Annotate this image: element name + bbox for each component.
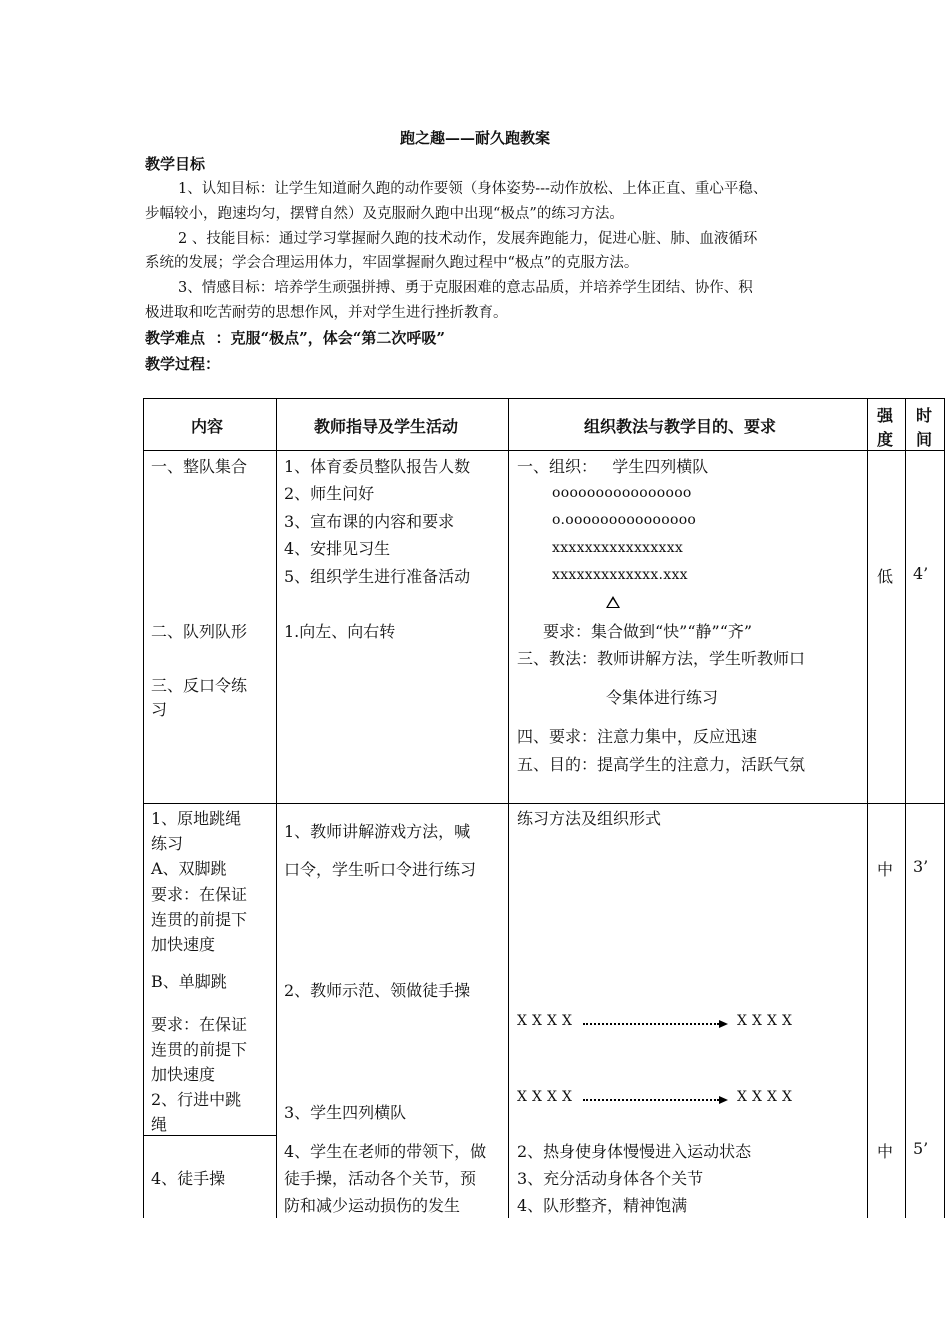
row-divider-2 <box>143 1135 277 1136</box>
row2-activity-1a: 1、教师讲解游戏方法，喊 <box>284 822 471 841</box>
goal1-line2: 步幅较小，跑速均匀，摆臂自然）及克服耐久跑中出现“极点”的练习方法。 <box>145 206 624 222</box>
document-title: 跑之趣——耐久跑教案 <box>399 129 550 147</box>
row3-activity-line: 4、学生在老师的带领下，做 <box>284 1142 487 1161</box>
teacher-triangle-icon <box>606 596 620 608</box>
row-divider-1 <box>143 803 945 804</box>
row1-activity-item: 2、师生问好 <box>284 484 375 503</box>
header-divider <box>143 450 945 451</box>
row3-activity-line: 防和减少运动损伤的发生 <box>284 1196 461 1215</box>
col-divider-2 <box>508 398 509 1218</box>
row2-method-heading: 练习方法及组织形式 <box>517 809 662 828</box>
col-divider-3 <box>867 398 868 1218</box>
formation-row: xxxxxxxxxxxxx.xxx <box>552 567 688 583</box>
row2-content-line: 练习 <box>151 834 184 853</box>
header-intensity-2: 度 <box>877 430 894 449</box>
table-border-top <box>143 398 945 399</box>
formation-row: oooooooooooooooo <box>552 485 692 501</box>
header-time-1: 时 <box>916 406 933 425</box>
table-border-right <box>944 398 945 1218</box>
row2-time: 3’ <box>913 857 929 876</box>
row1-method-requirement: 要求：集合做到“快”“静”“齐” <box>543 622 753 641</box>
row1-content-formation: 二、队列队形 <box>151 622 248 641</box>
arrow-right-icon <box>719 1020 728 1028</box>
row2-content-line: 加快速度 <box>151 935 216 954</box>
row3-intensity: 中 <box>877 1142 894 1161</box>
drill-group-right: X X X X <box>737 1013 793 1029</box>
goal2-line1: 2 、技能目标：通过学习掌握耐久跑的技术动作，发展奔跑能力，促进心脏、肺、血液循环 <box>178 231 758 247</box>
row1-activity-item: 1、体育委员整队报告人数 <box>284 457 471 476</box>
row2-activity-3: 3、学生四列横队 <box>284 1103 407 1122</box>
row2-intensity: 中 <box>877 860 894 879</box>
row1-method-goal: 五、目的：提高学生的注意力，活跃气氛 <box>517 755 806 774</box>
goals-heading: 教学目标 <box>145 155 206 173</box>
row1-method-organize: 一、组织： 学生四列横队 <box>517 457 709 476</box>
lesson-table <box>143 398 945 1218</box>
row1-content-reverse-2: 习 <box>151 700 168 719</box>
row2-content-line: 连贯的前提下 <box>151 910 248 929</box>
goal3-line1: 3、情感目标：培养学生顽强拼搏、勇于克服困难的意志品质，并培养学生团结、协作、积 <box>178 280 753 296</box>
row1-activity-item: 5、组织学生进行准备活动 <box>284 567 471 586</box>
row2-content-line: 要求：在保证 <box>151 1015 248 1034</box>
row1-activity-item: 4、安排见习生 <box>284 539 391 558</box>
drill-path-dotted <box>583 1099 719 1101</box>
row1-content-reverse-1: 三、反口令练 <box>151 676 248 695</box>
formation-row: xxxxxxxxxxxxxxxx <box>552 540 684 556</box>
header-method: 组织教法与教学目的、要求 <box>584 417 777 436</box>
formation-row: o.ooooooooooooooo <box>552 512 697 528</box>
drill-group-left: X X X X <box>517 1013 573 1029</box>
col-divider-1 <box>276 398 277 1218</box>
goal3-line2: 极进取和吃苦耐劳的思想作风，并对学生进行挫折教育。 <box>145 305 508 321</box>
row1-activity-turn: 1.向左、向右转 <box>284 622 396 641</box>
row2-activity-2: 2、教师示范、领做徒手操 <box>284 981 471 1000</box>
row2-content-line: 要求：在保证 <box>151 885 248 904</box>
header-time-2: 间 <box>916 430 933 449</box>
row1-intensity: 低 <box>877 567 894 586</box>
header-intensity-1: 强 <box>877 406 894 425</box>
row2-content-line: 加快速度 <box>151 1065 216 1084</box>
row2-content-line: 1、原地跳绳 <box>151 809 242 828</box>
process-heading: 教学过程： <box>145 355 221 373</box>
header-content: 内容 <box>191 417 224 436</box>
row1-method-teaching-2: 令集体进行练习 <box>606 688 719 707</box>
row3-content: 4、徒手操 <box>151 1169 226 1188</box>
row1-time: 4’ <box>913 564 929 583</box>
drill-group-right: X X X X <box>737 1089 793 1105</box>
row1-method-requirement-2: 四、要求：注意力集中，反应迅速 <box>517 727 758 746</box>
drill-group-left: X X X X <box>517 1089 573 1105</box>
row3-method-line: 4、队形整齐，精神饱满 <box>517 1196 688 1215</box>
row3-method-line: 3、充分活动身体各个关节 <box>517 1169 704 1188</box>
drill-path-dotted <box>583 1023 719 1025</box>
row2-content-line: B、单脚跳 <box>151 972 227 991</box>
goal1-line1: 1、认知目标：让学生知道耐久跑的动作要领（身体姿势---动作放松、上体正直、重心平稳、 <box>178 181 768 197</box>
goal2-line2: 系统的发展；学会合理运用体力，牢固掌握耐久跑过程中“极点”的克服方法。 <box>145 255 639 271</box>
row2-content-line: 2、行进中跳 <box>151 1090 242 1109</box>
row2-content-line: 连贯的前提下 <box>151 1040 248 1059</box>
row1-content-assembly: 一、整队集合 <box>151 457 248 476</box>
row1-activity-item: 3、宣布课的内容和要求 <box>284 512 455 531</box>
col-divider-4 <box>905 398 906 1218</box>
row3-method-line: 2、热身使身体慢慢进入运动状态 <box>517 1142 752 1161</box>
row2-content-line: 绳 <box>151 1115 168 1134</box>
row3-activity-line: 徒手操，活动各个关节，预 <box>284 1169 477 1188</box>
row1-method-teaching-1: 三、教法：教师讲解方法，学生听教师口 <box>517 649 806 668</box>
table-border-left <box>143 398 144 1218</box>
row2-content-line: A、双脚跳 <box>151 859 227 878</box>
difficulty-line: 教学难点 ：克服“极点”，体会“第二次呼吸” <box>145 329 445 347</box>
row2-activity-1b: 口令，学生听口令进行练习 <box>284 860 477 879</box>
header-activity: 教师指导及学生活动 <box>314 417 459 436</box>
row3-time: 5’ <box>913 1139 929 1158</box>
arrow-right-icon <box>719 1096 728 1104</box>
